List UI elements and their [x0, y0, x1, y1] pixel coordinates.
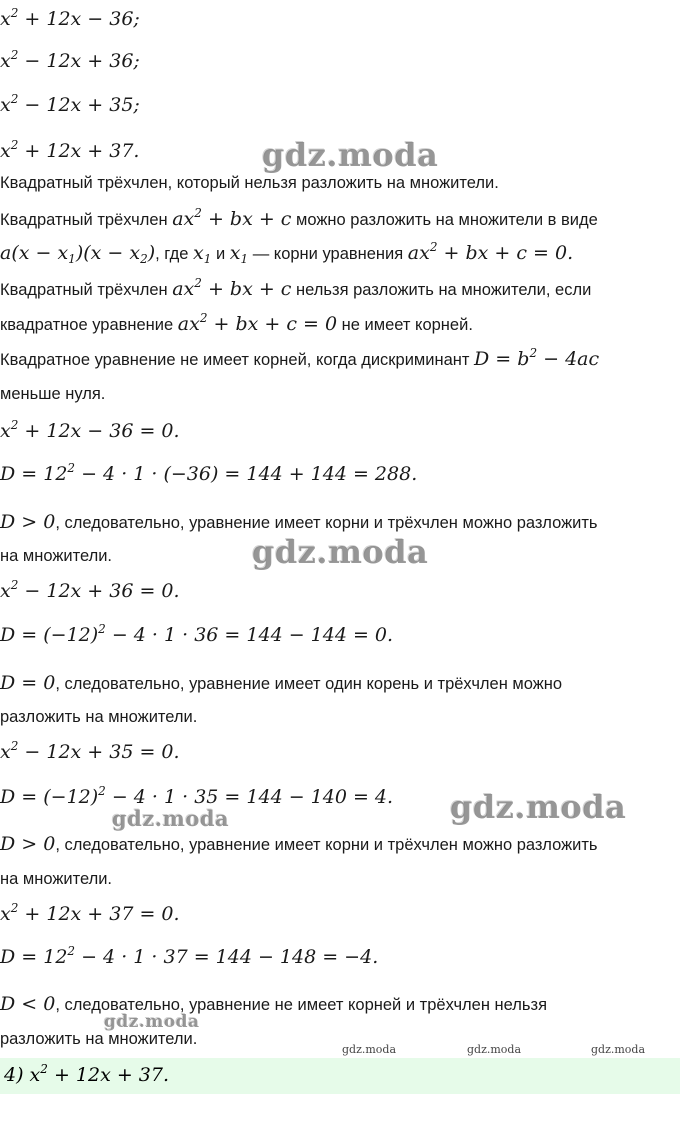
- conclusion-4-line-1: D < 0, следовательно, уравнение не имеет корней и трёхчлен нельзя: [0, 993, 548, 1015]
- watermark: gdz.moda: [112, 806, 230, 831]
- watermark: gdz.moda: [591, 1043, 646, 1056]
- theory-line-5: Квадратное уравнение не имеет корней, когда дискриминант $D = b^2 - 4ac$: [0, 346, 600, 370]
- conclusion-1-line-2: на множители.: [0, 547, 113, 565]
- watermark: gdz.moda: [262, 136, 439, 174]
- discriminant-2: $D = (-12)^2 - 4 \cdot 1 \cdot 36 = 144 - 144 = 0$.: [0, 622, 394, 646]
- conclusion-4-line-2: разложить на множители.: [0, 1030, 198, 1048]
- answer-text: 4) $x^2 + 12x + 37$.: [4, 1062, 170, 1086]
- theory-line-3: Квадратный трёхчлен $ax^2$ + bx + c нельзя разложить на множители, если: [0, 276, 592, 300]
- option-1: $x^2 + 12x - 36$;: [0, 6, 140, 30]
- theory-line-1: Квадратный трёхчлен $ax^2$ + bx + c можно разложить на множители в виде: [0, 206, 598, 230]
- theory-line-2: $a(x - x_1)(x - x_2)$, где $x_1$ и $x_1$ — корни уравнения $ax^2$ + bx + c = 0.: [0, 240, 574, 266]
- equation-1: $x^2 + 12x - 36 = 0$.: [0, 418, 180, 442]
- theory-line-6: меньше нуля.: [0, 385, 106, 403]
- option-4: $x^2 + 12x + 37$.: [0, 138, 140, 162]
- equation-4: $x^2 + 12x + 37 = 0$.: [0, 901, 180, 925]
- discriminant-4: $D = 12^2 - 4 \cdot 1 \cdot 37 = 144 - 148 = -4$.: [0, 944, 379, 968]
- conclusion-2-line-1: D = 0, следовательно, уравнение имеет один корень и трёхчлен можно: [0, 672, 563, 694]
- watermark: gdz.moda: [104, 1012, 200, 1032]
- discriminant-3: $D = (-12)^2 - 4 \cdot 1 \cdot 35 = 144 - 140 = 4$.: [0, 784, 394, 808]
- option-3: $x^2 - 12x + 35$;: [0, 92, 140, 116]
- watermark: gdz.moda: [467, 1043, 522, 1056]
- watermark: gdz.moda: [342, 1043, 397, 1056]
- conclusion-2-line-2: разложить на множители.: [0, 708, 198, 726]
- option-2: $x^2 - 12x + 36$;: [0, 48, 140, 72]
- watermark: gdz.moda: [252, 533, 429, 571]
- discriminant-1: $D = 12^2 - 4 \cdot 1 \cdot (-36) = 144 + 144 = 288$.: [0, 461, 418, 485]
- conclusion-3-line-1: D > 0, следовательно, уравнение имеет корни и трёхчлен можно разложить: [0, 833, 598, 855]
- conclusion-1-line-1: D > 0, следовательно, уравнение имеет корни и трёхчлен можно разложить: [0, 511, 598, 533]
- task-text: Квадратный трёхчлен, который нельзя разложить на множители.: [0, 174, 499, 192]
- conclusion-3-line-2: на множители.: [0, 870, 113, 888]
- equation-2: $x^2 - 12x + 36 = 0$.: [0, 578, 180, 602]
- answer-box: [0, 1058, 680, 1094]
- watermark: gdz.moda: [450, 788, 627, 826]
- equation-3: $x^2 - 12x + 35 = 0$.: [0, 739, 180, 763]
- theory-line-4: квадратное уравнение $ax^2$ + bx + c = 0 не имеет корней.: [0, 311, 473, 335]
